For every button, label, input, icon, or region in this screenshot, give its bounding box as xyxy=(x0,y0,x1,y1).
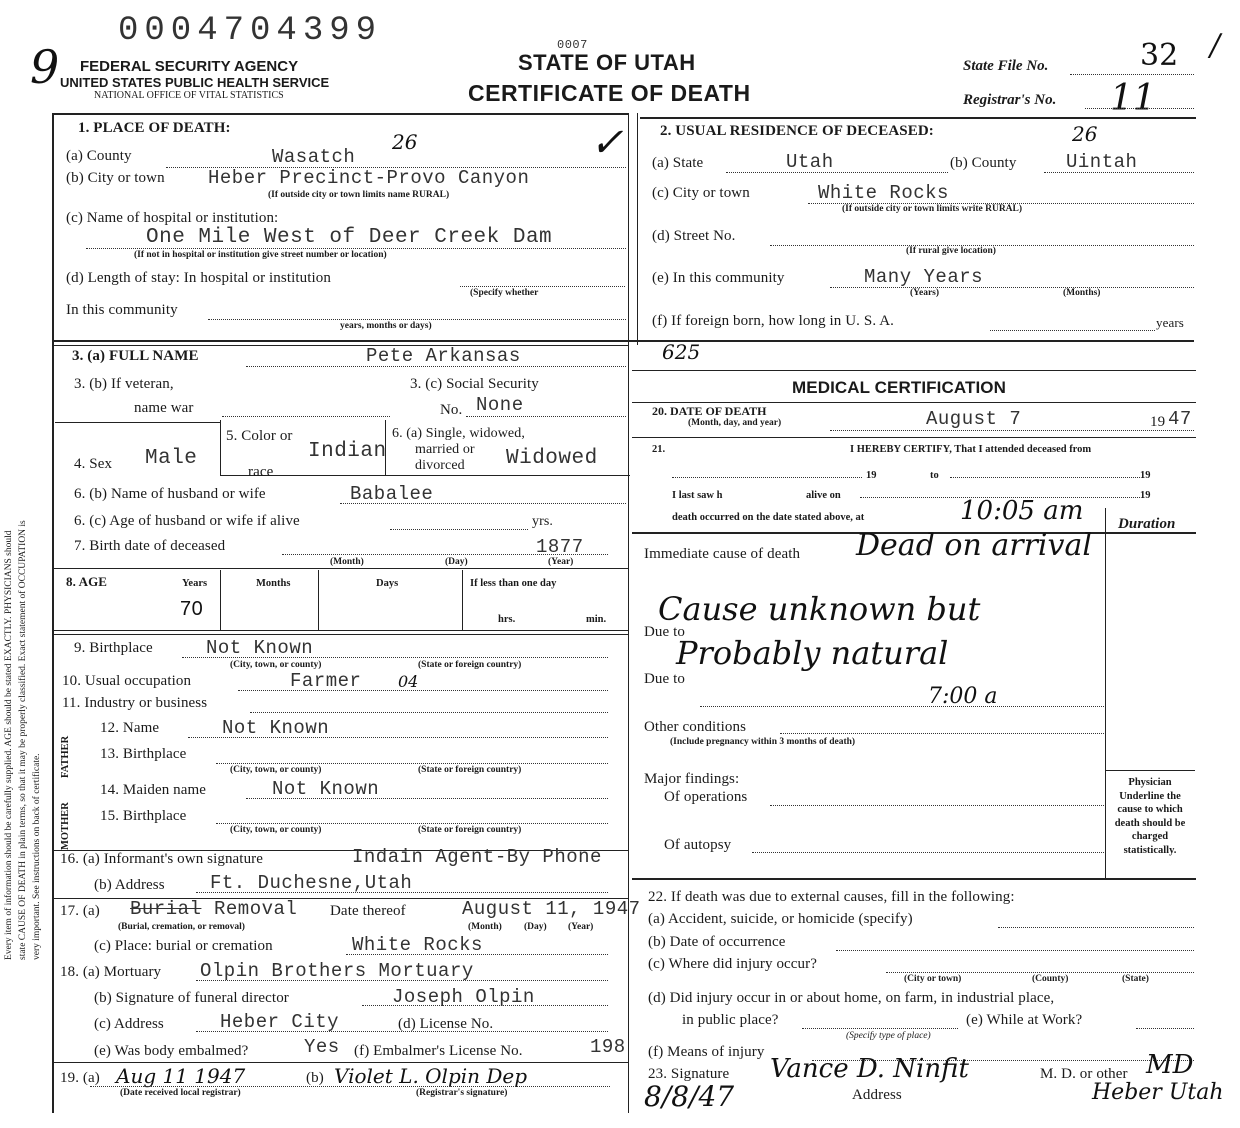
stay-label: (d) Length of stay: In hospital or institution xyxy=(66,270,331,286)
burial-hint-m: (Month) xyxy=(468,922,502,932)
residence-heading: 2. USUAL RESIDENCE OF DECEASED: xyxy=(660,123,934,139)
burial-num-label: 17. (a) xyxy=(60,903,100,919)
external-c-state: (State) xyxy=(1122,974,1149,984)
res-years-hint: (Years) xyxy=(910,288,940,298)
res-city-hint: (If outside city or town limits write RURAL) xyxy=(842,204,1023,214)
md-handwritten: MD xyxy=(1146,1050,1194,1080)
full-name-note: 625 xyxy=(662,340,701,364)
embalmer-label: (f) Embalmer's License No. xyxy=(354,1043,523,1059)
sig-date-value: 8/8/47 xyxy=(644,1080,735,1113)
birth-month-hint: (Month) xyxy=(330,557,364,567)
mother-birthplace-label: 15. Birthplace xyxy=(100,808,187,824)
alive-on-label: alive on xyxy=(806,490,841,501)
burial-hint-d: (Day) xyxy=(524,922,547,932)
handwritten-top-mark: 9 xyxy=(30,40,60,94)
external-d: (d) Did injury occur in or about home, on farm, in industrial place, xyxy=(648,990,1055,1006)
due-to-label-2: Due to xyxy=(644,671,686,687)
mortuary-address-label: (c) Address xyxy=(94,1016,164,1032)
registrar-sig-value: Violet L. Olpin Dep xyxy=(334,1064,528,1088)
external-b: (b) Date of occurrence xyxy=(648,934,786,950)
date-year-value: 47 xyxy=(1168,408,1192,430)
burial-value: Removal xyxy=(214,898,298,920)
age-years-label: Years xyxy=(182,578,208,589)
city-value: Heber Precinct-Provo Canyon xyxy=(208,167,530,189)
registrar-line-label-b: (b) xyxy=(306,1070,324,1086)
community-hint: years, months or days) xyxy=(340,321,432,331)
mother-hint2: (State or foreign country) xyxy=(418,825,522,835)
res-city-value: White Rocks xyxy=(818,182,949,204)
county-value: Wasatch xyxy=(272,146,356,168)
mortuary-address-value: Heber City xyxy=(220,1011,340,1033)
physician-signature: Vance D. Ninfit xyxy=(770,1054,969,1084)
certify-to: to xyxy=(930,470,939,481)
certify-label: I HEREBY CERTIFY, That I attended deceased from xyxy=(850,444,1092,455)
spouse-value: Babalee xyxy=(350,483,434,505)
major-findings-label: Major findings: xyxy=(644,771,740,787)
side-note-2: state CAUSE OF DEATH in plain terms, so that it may be properly classified. Exact statement of OCCUPATION is xyxy=(18,520,28,960)
external-c-county: (County) xyxy=(1032,974,1069,984)
community-label: In this community xyxy=(66,302,178,318)
sig-address-label: Address xyxy=(852,1087,902,1103)
due-to-label-1: Due to xyxy=(644,624,686,640)
age-days-label: Days xyxy=(376,578,399,589)
city-label: (b) City or town xyxy=(66,170,165,186)
spouse-label: 6. (b) Name of husband or wife xyxy=(74,486,266,502)
immediate-cause-label: Immediate cause of death xyxy=(644,546,801,562)
external-c: (c) Where did injury occur? xyxy=(648,956,818,972)
hospital-hint: (If not in hospital or institution give street number or location) xyxy=(134,250,387,260)
color-label1: 5. Color or xyxy=(226,428,293,444)
date-of-death-value: August 7 xyxy=(926,408,1022,430)
veteran-label1: 3. (b) If veteran, xyxy=(74,376,174,392)
full-name-label: 3. (a) FULL NAME xyxy=(72,348,199,364)
birthplace-value: Not Known xyxy=(206,637,314,659)
full-name-value: Pete Arkansas xyxy=(366,345,521,367)
res-months-hint: (Months) xyxy=(1063,288,1101,298)
res-county-value: Uintah xyxy=(1066,151,1138,173)
external-heading: 22. If death was due to external causes, fill in the following: xyxy=(648,889,1015,905)
ssn-value: None xyxy=(476,394,524,416)
res-community-label: (e) In this community xyxy=(652,270,785,286)
autopsy-label: Of autopsy xyxy=(664,837,732,853)
birth-day-hint: (Day) xyxy=(445,557,468,567)
registrar-label: Registrar's No. xyxy=(963,92,1057,108)
color-label2: race xyxy=(248,464,274,480)
res-city-label: (c) City or town xyxy=(652,185,750,201)
res-street-label: (d) Street No. xyxy=(652,228,736,244)
hospital-label: (c) Name of hospital or institution: xyxy=(66,210,279,226)
burial-hint1: (Burial, cremation, or removal) xyxy=(118,922,245,932)
father-birthplace-label: 13. Birthplace xyxy=(100,746,187,762)
age-less-label: If less than one day xyxy=(470,578,557,589)
certify-19a: 19 xyxy=(866,470,877,481)
race-value: Indian xyxy=(308,440,387,463)
license-label: (d) License No. xyxy=(398,1016,494,1032)
date-of-death-label: 20. DATE OF DEATH xyxy=(652,404,767,418)
mother-maiden-value: Not Known xyxy=(272,778,380,800)
industry-label: 11. Industry or business xyxy=(62,695,208,711)
signature-label: 23. Signature xyxy=(648,1066,730,1082)
birthplace-label: 9. Birthplace xyxy=(74,640,153,656)
top-stamp: 0004704399 xyxy=(118,12,383,50)
sex-label: 4. Sex xyxy=(74,456,113,472)
title-certificate: CERTIFICATE OF DEATH xyxy=(468,80,751,106)
death-time-value: 10:05 am xyxy=(960,496,1084,526)
agency-line3: NATIONAL OFFICE OF VITAL STATISTICS xyxy=(94,90,284,101)
marital-value: Widowed xyxy=(506,447,598,470)
agency-line1: FEDERAL SECURITY AGENCY xyxy=(80,58,299,75)
mortuary-label: 18. (a) Mortuary xyxy=(60,964,162,980)
director-label: (b) Signature of funeral director xyxy=(94,990,289,1006)
burial-struck: Burial xyxy=(130,898,202,920)
registrar-value: 11 xyxy=(1110,78,1156,119)
immediate-cause-value: Dead on arrival xyxy=(856,528,1092,563)
informant-value: Indain Agent-By Phone xyxy=(352,846,602,868)
registrar-hint-b: (Registrar's signature) xyxy=(416,1088,508,1098)
external-f: (f) Means of injury xyxy=(648,1044,765,1060)
corner-slash: / xyxy=(1210,28,1221,63)
county-note: 26 xyxy=(392,130,418,154)
burial-hint-y: (Year) xyxy=(568,922,594,932)
director-value: Joseph Olpin xyxy=(392,986,535,1008)
date-year-prefix: 19 xyxy=(1150,414,1166,430)
occupation-value: Farmer xyxy=(290,670,362,692)
father-side-label: FATHER xyxy=(60,735,71,778)
second-time-value: 7:00 a xyxy=(928,684,998,709)
veteran-label2: name war xyxy=(134,400,194,416)
res-county-label: (b) County xyxy=(950,155,1017,171)
agency-block xyxy=(60,58,329,101)
place-of-death-heading: 1. PLACE OF DEATH: xyxy=(78,120,231,136)
father-hint1: (City, town, or county) xyxy=(230,765,322,775)
ssn-label1: 3. (c) Social Security xyxy=(410,376,539,392)
father-hint2: (State or foreign country) xyxy=(418,765,522,775)
birth-date-label: 7. Birth date of deceased xyxy=(74,538,226,554)
burial-place-value: White Rocks xyxy=(352,934,483,956)
other-conditions-hint: (Include pregnancy within 3 months of death) xyxy=(670,737,856,747)
city-hint: (If outside city or town limits name RURAL) xyxy=(268,190,450,200)
sig-address-value: Heber Utah xyxy=(1092,1080,1224,1105)
age-label: 8. AGE xyxy=(66,574,108,589)
burial-date-value: August 11, 1947 xyxy=(462,898,641,920)
age-months-label: Months xyxy=(256,578,291,589)
cause-line-value: Cause unknown but xyxy=(658,590,981,628)
mother-maiden-label: 14. Maiden name xyxy=(100,782,207,798)
age-hrs: hrs. xyxy=(498,614,516,625)
mortuary-value: Olpin Brothers Mortuary xyxy=(200,960,474,982)
physician-note: Physician Underline the cause to which death should be charged statistically. xyxy=(1114,777,1186,856)
informant-address-label: (b) Address xyxy=(94,877,165,893)
title-state: STATE OF UTAH xyxy=(518,50,696,75)
occupation-note: 04 xyxy=(398,672,419,691)
burial-place-label: (c) Place: burial or cremation xyxy=(94,938,273,954)
birth-year-value: 1877 xyxy=(536,536,584,558)
age-years-value: 70 xyxy=(180,598,204,620)
registrar-hint-a: (Date received local registrar) xyxy=(120,1088,241,1098)
mother-hint1: (City, town, or county) xyxy=(230,825,322,835)
burial-date-label: Date thereof xyxy=(330,903,406,919)
external-specify-type: (Specify type of place) xyxy=(846,1031,931,1041)
medical-heading: MEDICAL CERTIFICATION xyxy=(792,378,1006,397)
date-of-death-hint: (Month, day, and year) xyxy=(688,418,782,428)
state-file-value: 32 xyxy=(1140,38,1179,73)
informant-label: 16. (a) Informant's own signature xyxy=(60,851,264,867)
marital-label1: 6. (a) Single, widowed, xyxy=(392,426,525,441)
res-state-label: (a) State xyxy=(652,155,704,171)
mother-side-label: MOTHER xyxy=(60,802,71,850)
last-saw-19: 19 xyxy=(1140,490,1151,501)
registrar-line-label-a: 19. (a) xyxy=(60,1070,100,1086)
birthplace-hint1: (City, town, or county) xyxy=(230,660,322,670)
ssn-label2: No. xyxy=(440,402,463,418)
res-street-hint: (If rural give location) xyxy=(906,246,996,256)
stay-hint: (Specify whether xyxy=(470,288,539,298)
last-saw-label: I last saw h xyxy=(672,490,723,501)
md-label: M. D. or other xyxy=(1040,1066,1128,1082)
birthplace-hint2: (State or foreign country) xyxy=(418,660,522,670)
age-min: min. xyxy=(586,614,607,625)
father-name-label: 12. Name xyxy=(100,720,160,736)
embalmed-value: Yes xyxy=(304,1036,340,1058)
res-community-value: Many Years xyxy=(864,266,984,288)
res-foreign-unit: years xyxy=(1156,315,1184,330)
father-name-value: Not Known xyxy=(222,717,330,739)
side-note-3: very important. See instructions on back of certificate. xyxy=(32,753,42,960)
embalmed-label: (e) Was body embalmed? xyxy=(94,1043,249,1059)
state-file-label: State File No. xyxy=(963,58,1049,74)
county-check: ✓ xyxy=(590,120,624,166)
side-note-1: Every item of information should be carefully supplied. AGE should be stated EXACTLY. PHYSICIANS should xyxy=(4,530,14,960)
marital-label2: married or xyxy=(415,442,475,457)
operations-label: Of operations xyxy=(664,789,748,805)
death-occurred-label: death occurred on the date stated above, at xyxy=(672,512,865,523)
county-label: (a) County xyxy=(66,148,132,164)
external-a: (a) Accident, suicide, or homicide (specify) xyxy=(648,911,913,927)
embalmer-no-value: 198 xyxy=(590,1036,626,1058)
hospital-value: One Mile West of Deer Creek Dam xyxy=(146,226,553,249)
informant-address-value: Ft. Duchesne,Utah xyxy=(210,872,413,894)
spouse-age-label: 6. (c) Age of husband or wife if alive xyxy=(74,513,300,529)
residence-note: 26 xyxy=(1072,122,1098,146)
certify-19b: 19 xyxy=(1140,470,1151,481)
spouse-age-unit: yrs. xyxy=(532,514,554,529)
registrar-date-value: Aug 11 1947 xyxy=(116,1064,246,1088)
res-state-value: Utah xyxy=(786,151,834,173)
other-conditions-label: Other conditions xyxy=(644,719,747,735)
small-stamp: 0007 xyxy=(557,38,588,52)
occupation-label: 10. Usual occupation xyxy=(62,673,192,689)
birth-year-hint: (Year) xyxy=(548,557,574,567)
sex-value: Male xyxy=(145,447,198,470)
external-d2: in public place? xyxy=(682,1012,779,1028)
agency-line2: UNITED STATES PUBLIC HEALTH SERVICE xyxy=(60,75,330,90)
res-foreign-label: (f) If foreign born, how long in U. S. A. xyxy=(652,313,894,329)
probably-value: Probably natural xyxy=(676,634,949,672)
marital-label3: divorced xyxy=(415,458,465,473)
certify-num: 21. xyxy=(652,444,666,455)
duration-label: Duration xyxy=(1118,516,1176,532)
external-c-city: (City or town) xyxy=(904,974,962,984)
external-e: (e) While at Work? xyxy=(966,1012,1083,1028)
